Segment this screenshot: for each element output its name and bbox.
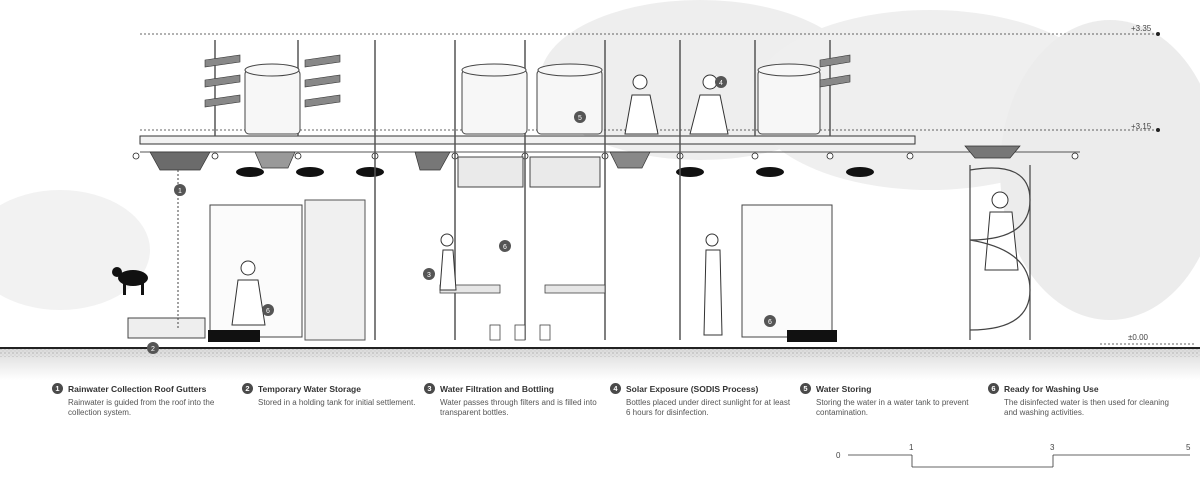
legend-description: Stored in a holding tank for initial settlement. bbox=[258, 398, 416, 407]
marker-4 bbox=[715, 76, 727, 88]
legend-number: 2 bbox=[242, 383, 253, 394]
marker-5 bbox=[574, 111, 586, 123]
legend-description: The disinfected water is then used for cleaning and washing activities. bbox=[1004, 398, 1169, 417]
legend-title: Temporary Water Storage bbox=[258, 383, 361, 394]
legend-title: Rainwater Collection Roof Gutters bbox=[68, 383, 207, 394]
legend-title: Water Filtration and Bottling bbox=[440, 383, 554, 394]
filter-panel bbox=[458, 157, 523, 187]
standing-people bbox=[440, 192, 1018, 335]
scale-label-3: 3 bbox=[1050, 443, 1055, 452]
legend-description: Bottles placed under direct sunlight for at least 6 hours for disinfection. bbox=[626, 398, 791, 417]
legend-title: Water Storing bbox=[816, 383, 872, 394]
legend-item-5 bbox=[800, 383, 985, 418]
svg-text:6: 6 bbox=[768, 319, 772, 326]
filtration-tables bbox=[440, 285, 605, 340]
legend-number: 3 bbox=[424, 383, 435, 394]
svg-text:1: 1 bbox=[178, 188, 182, 195]
legend-description: Rainwater is guided from the roof into the collection system. bbox=[68, 398, 215, 417]
marker-1 bbox=[174, 184, 186, 196]
marker-6c bbox=[764, 315, 776, 327]
holding-tank-right bbox=[742, 205, 832, 337]
marker-2 bbox=[147, 342, 159, 354]
scale-bar bbox=[848, 455, 1190, 467]
legend-number: 6 bbox=[988, 383, 999, 394]
legend-description: Water passes through filters and is filled into transparent bottles. bbox=[440, 398, 597, 417]
svg-text:6: 6 bbox=[266, 308, 270, 315]
legend-item-3 bbox=[424, 383, 609, 418]
svg-text:3: 3 bbox=[427, 272, 431, 279]
legend-title: Ready for Washing Use bbox=[1004, 383, 1099, 394]
svg-text:4: 4 bbox=[719, 80, 723, 87]
legend-item-1 bbox=[52, 383, 237, 418]
upper-deck bbox=[140, 136, 915, 144]
elevation-label-ground: ±0.00 bbox=[1128, 333, 1148, 342]
legend-description: Storing the water in a water tank to prevent contamination. bbox=[816, 398, 969, 417]
legend-item-6 bbox=[988, 383, 1173, 418]
elevation-label-top: +3.35 bbox=[1131, 24, 1152, 33]
legend-item-4 bbox=[610, 383, 795, 418]
legend bbox=[0, 383, 1200, 433]
marker-6a bbox=[262, 304, 274, 316]
scale-label-5: 5 bbox=[1186, 443, 1191, 452]
svg-text:2: 2 bbox=[151, 346, 155, 353]
legend-title: Solar Exposure (SODIS Process) bbox=[626, 383, 759, 394]
elevation-label-deck: +3.15 bbox=[1131, 122, 1152, 131]
svg-text:5: 5 bbox=[578, 115, 582, 122]
legend-item-2 bbox=[242, 383, 427, 408]
marker-6b bbox=[499, 240, 511, 252]
legend-number: 1 bbox=[52, 383, 63, 394]
svg-text:6: 6 bbox=[503, 244, 507, 251]
legend-number: 4 bbox=[610, 383, 621, 394]
scale-label-1: 1 bbox=[909, 443, 914, 452]
trough bbox=[128, 318, 205, 338]
legend-number: 5 bbox=[800, 383, 811, 394]
marker-3 bbox=[423, 268, 435, 280]
scale-label-0: 0 bbox=[836, 451, 841, 460]
